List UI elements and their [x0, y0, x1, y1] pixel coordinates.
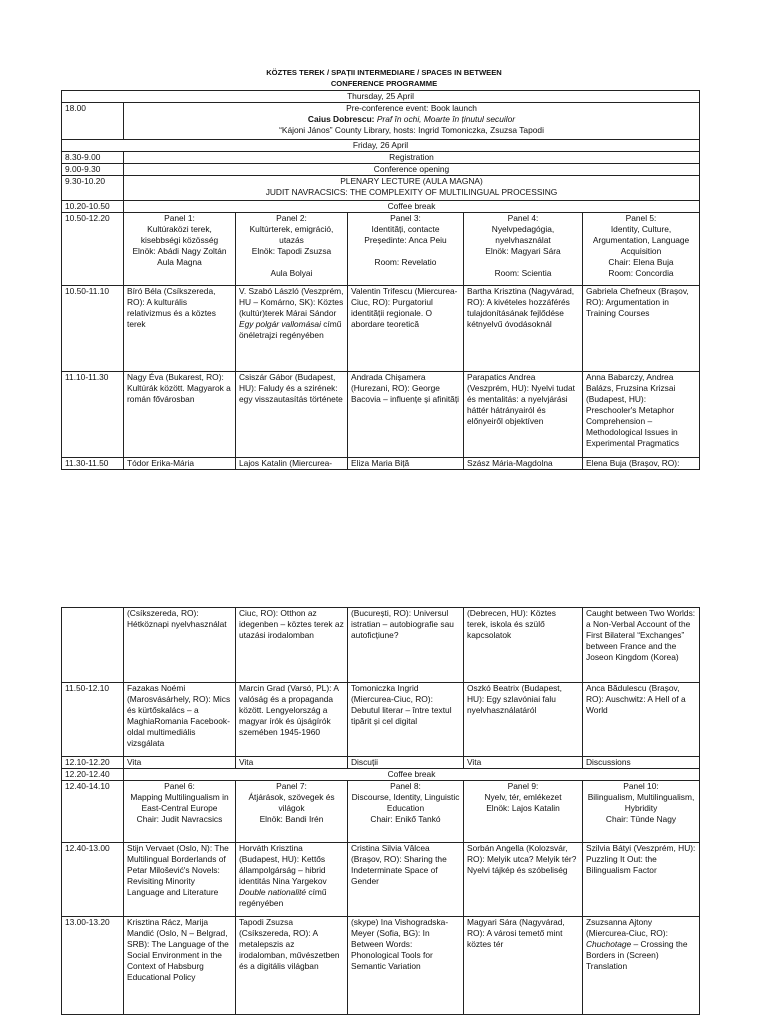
talk-cell: Krisztina Rácz, Marija Mandić (Oslo, N – Belgrad, SRB): The Language of the Social Environment in the Context of Habsburg Educational Policy — [124, 917, 236, 1015]
time-cell: 10.20-10.50 — [62, 201, 124, 213]
talk-cell: Gabriela Chefneux (Brașov, RO): Argumentation in Training Courses — [583, 286, 700, 372]
time-cell: 12.20-12.40 — [62, 769, 124, 781]
talk-cell: Anca Bădulescu (Brașov, RO): Auschwitz: A Hell of a World — [583, 683, 700, 757]
talk-text: – Crossing the Borders in (Screen) Translation — [586, 938, 688, 971]
day-heading: Friday, 26 April — [62, 140, 700, 152]
talk-cell: Parapatics Andrea (Veszprém, HU): Nyelvi tudat és mentalitás: a nyelvjárási háttér hátrányairól és előnyeiről objektíven — [464, 372, 583, 458]
time-cell: 11.10-11.30 — [62, 372, 124, 458]
day-row — [62, 140, 700, 152]
time-cell: 13.00-13.20 — [62, 917, 124, 1015]
time-cell: 12.40-14.10 — [62, 781, 124, 843]
time-cell: 10.50-12.20 — [62, 213, 124, 286]
talk-cell: Ciuc, RO): Otthon az idegenben – köztes terek az utazási irodalomban — [236, 608, 348, 683]
talk-cell: Bíró Béla (Csíkszereda, RO): A kulturális relativizmus és a köztes terek — [124, 286, 236, 372]
talk-cell — [236, 843, 348, 917]
talk-cell: Lajos Katalin (Miercurea- — [236, 458, 348, 470]
time-cell: 12.40-13.00 — [62, 843, 124, 917]
document-title: KÖZTES TEREK / SPAȚII INTERMEDIARE / SPACES IN BETWEEN — [266, 68, 502, 77]
talk-cell: Fazakas Noémi (Marosvásárhely, RO): Mics és kürtőskalács – a MaghiaRomania Facebook-oldal multimediális vizsgálata — [124, 683, 236, 757]
talk-cell: Bartha Krisztina (Nagyvárad, RO): A kivételes hozzáférés tulajdonításának fejlődése kétnyelvű óvodásoknál — [464, 286, 583, 372]
talk-cell: Csiszár Gábor (Budapest, HU): Faludy és a szirének: egy visszautasítás története — [236, 372, 348, 458]
time-cell: 8.30-9.00 — [62, 152, 124, 164]
talk-italic-term: Chuchotage — [586, 938, 632, 949]
session-row — [62, 683, 700, 757]
panel-6-header: Panel 6: Mapping Multilingualism in East-Central Europe Chair: Judit Navracsics — [124, 781, 236, 843]
session-row — [62, 917, 700, 1015]
talk-cell: Cristina Silvia Vâlcea (Brașov, RO): Sharing the Indeterminate Space of Gender — [348, 843, 464, 917]
schedule-row — [62, 164, 700, 176]
discussion-cell: Vita — [124, 757, 236, 769]
talk-cell — [583, 917, 700, 1015]
talk-cell: Stijn Vervaet (Oslo, N): The Multilingual Borderlands of Petar Milošević's Novels: Revisiting Minority Language and Literature — [124, 843, 236, 917]
book-title: Praf în ochi, Moarte în ținutul secuilor — [376, 113, 516, 124]
coffee-break-row — [62, 769, 700, 781]
plenary-row — [62, 176, 700, 201]
document-subtitle: CONFERENCE PROGRAMME — [330, 79, 438, 88]
preconference-row — [62, 103, 700, 140]
talk-cell: Marcin Grad (Varsó, PL): A valóság és a propaganda között. Lengyelország a magyar írók és újságírók szemében 1945-1960 — [236, 683, 348, 757]
talk-book-title: Double nationalité — [239, 886, 307, 897]
plenary-lecture — [124, 176, 700, 201]
plenary-heading: PLENARY LECTURE (AULA MAGNA) — [340, 176, 483, 186]
panels-row — [62, 213, 700, 286]
time-cell — [62, 608, 124, 683]
talk-cell: Nagy Éva (Bukarest, RO): Kultúrák között. Magyarok a román fővárosban — [124, 372, 236, 458]
talk-cell — [236, 286, 348, 372]
talk-cell: Anna Babarczy, Andrea Balázs, Fruzsina Krizsai (Budapest, HU): Preschooler's Metaphor Comprehension – Methodological Issues in Experimental Pragmatics — [583, 372, 700, 458]
talk-cell: Oszkó Beatrix (Budapest, HU): Egy szlavóniai falu nyelvhasználatáról — [464, 683, 583, 757]
talk-book-title: Egy polgár vallomásai — [239, 318, 321, 329]
talk-cell: (Debrecen, HU): Köztes terek, iskola és szülő kapcsolatok — [464, 608, 583, 683]
coffee-break: Coffee break — [124, 201, 700, 213]
panel-3-header: Panel 3: Identități, contacte Președinte: Anca Peiu Room: Revelatio — [348, 213, 464, 286]
discussion-cell: Discussions — [583, 757, 700, 769]
discussion-cell: Discuții — [348, 757, 464, 769]
talk-cell: Szász Mária-Magdolna — [464, 458, 583, 470]
time-cell: 9.30-10.20 — [62, 176, 124, 201]
talk-text: című regényében — [239, 886, 327, 908]
day-row — [62, 91, 700, 103]
discussion-cell: Vita — [464, 757, 583, 769]
session-row — [62, 843, 700, 917]
talk-cell: Eliza Maria Biță — [348, 458, 464, 470]
schedule-row — [62, 152, 700, 164]
panel-4-header: Panel 4: Nyelvpedagógia, nyelvhasználat Elnök: Magyari Sára Room: Scientia — [464, 213, 583, 286]
talk-text: Zsuzsanna Ajtony (Miercurea-Ciuc, RO): — [586, 917, 668, 938]
panel-7-header: Panel 7: Átjárások, szövegek és világok Elnök: Bandi Irén — [236, 781, 348, 843]
panel-9-header: Panel 9: Nyelv, tér, emlékezet Elnök: Lajos Katalin — [464, 781, 583, 843]
talk-cell: (Csíkszereda, RO): Hétköznapi nyelvhasználat — [124, 608, 236, 683]
coffee-break: Coffee break — [124, 769, 700, 781]
day-heading: Thursday, 25 April — [62, 91, 700, 103]
talk-cell: (skype) Ina Vishogradska-Meyer (Sofia, BG): In Between Words: Phonological Tools for Semantic Variation — [348, 917, 464, 1015]
talk-cell: Tapodi Zsuzsa (Csíkszereda, RO): A metalepszis az irodalomban, művészetben és a digitális világban — [236, 917, 348, 1015]
book-launch-line — [127, 114, 696, 125]
book-author: Caius Dobrescu: — [307, 113, 377, 124]
programme-table-page1 — [61, 90, 700, 470]
talk-text: Horváth Krisztina (Budapest, HU): Kettős állampolgárság – hibrid identitás Nina Yargekov — [239, 843, 327, 886]
time-cell: 10.50-11.10 — [62, 286, 124, 372]
talk-cell: Caught between Two Worlds: a Non-Verbal Account of the First Bilateral “Exchanges” between France and the Joseon Kingdom (Korea) — [583, 608, 700, 683]
preconference-line: Pre-conference event: Book launch — [346, 103, 477, 113]
discussion-cell: Vita — [236, 757, 348, 769]
session-row — [62, 286, 700, 372]
session-row — [62, 458, 700, 470]
talk-cell: Elena Buja (Brașov, RO): — [583, 458, 700, 470]
talk-cell: Tódor Erika-Mária — [124, 458, 236, 470]
talk-cell: Sorbán Angella (Kolozsvár, RO): Melyik utca? Melyik tér? Nyelvi tájkép és szóbeliség — [464, 843, 583, 917]
panel-10-header: Panel 10: Bilingualism, Multilingualism, Hybridity Chair: Tünde Nagy — [583, 781, 700, 843]
time-cell: 11.50-12.10 — [62, 683, 124, 757]
programme-table-page2 — [61, 607, 700, 1015]
schedule-item: Registration — [124, 152, 700, 164]
preconference-event — [124, 103, 700, 140]
panel-8-header: Panel 8: Discourse, Identity, Linguistic Education Chair: Enikő Tankó — [348, 781, 464, 843]
talk-cell: Valentin Trifescu (Miercurea-Ciuc, RO): Purgatoriul identității regionale. O abordare teoretică — [348, 286, 464, 372]
talk-cell: Magyari Sára (Nagyvárad, RO): A városi temető mint köztes tér — [464, 917, 583, 1015]
venue-line: “Kájoni János” County Library, hosts: Ingrid Tomoniczka, Zsuzsa Tapodi — [279, 124, 544, 135]
coffee-break-row — [62, 201, 700, 213]
talk-text: című önéletrajzi regényében — [239, 318, 342, 340]
time-cell: 9.00-9.30 — [62, 164, 124, 176]
talk-cell: Andrada Chișamera (Hurezani, RO): George Bacovia – influențe și afinități — [348, 372, 464, 458]
panel-2-header: Panel 2: Kultúrterek, emigráció, utazás Elnök: Tapodi Zsuzsa Aula Bolyai — [236, 213, 348, 286]
time-cell: 12.10-12.20 — [62, 757, 124, 769]
panels-row — [62, 781, 700, 843]
session-row — [62, 372, 700, 458]
plenary-speaker: JUDIT NAVRACSICS: THE COMPLEXITY OF MULTILINGUAL PROCESSING — [265, 186, 558, 197]
schedule-item: Conference opening — [124, 164, 700, 176]
time-cell: 18.00 — [62, 103, 124, 140]
talk-cell: Tomoniczka Ingrid (Miercurea-Ciuc, RO): Debutul literar – între textul tipărit și cel digital — [348, 683, 464, 757]
panel-1-header: Panel 1: Kultúraközi terek, kisebbségi közösség Elnök: Abádi Nagy Zoltán Aula Magna — [124, 213, 236, 286]
session-row-continued — [62, 608, 700, 683]
time-cell: 11.30-11.50 — [62, 458, 124, 470]
discussion-row — [62, 757, 700, 769]
talk-text: V. Szabó László (Veszprém, HU – Komárno, SK): Köztes (kultúr)terek Márai Sándor — [239, 286, 344, 318]
panel-5-header: Panel 5: Identity, Culture, Argumentation, Language Acquisition Chair: Elena Buja Room: Concordia — [583, 213, 700, 286]
talk-cell: (București, RO): Universul istratian – autobiografie sau autoficțiune? — [348, 608, 464, 683]
talk-cell: Szilvia Bátyi (Veszprém, HU): Puzzling It Out: the Bilingualism Factor — [583, 843, 700, 917]
